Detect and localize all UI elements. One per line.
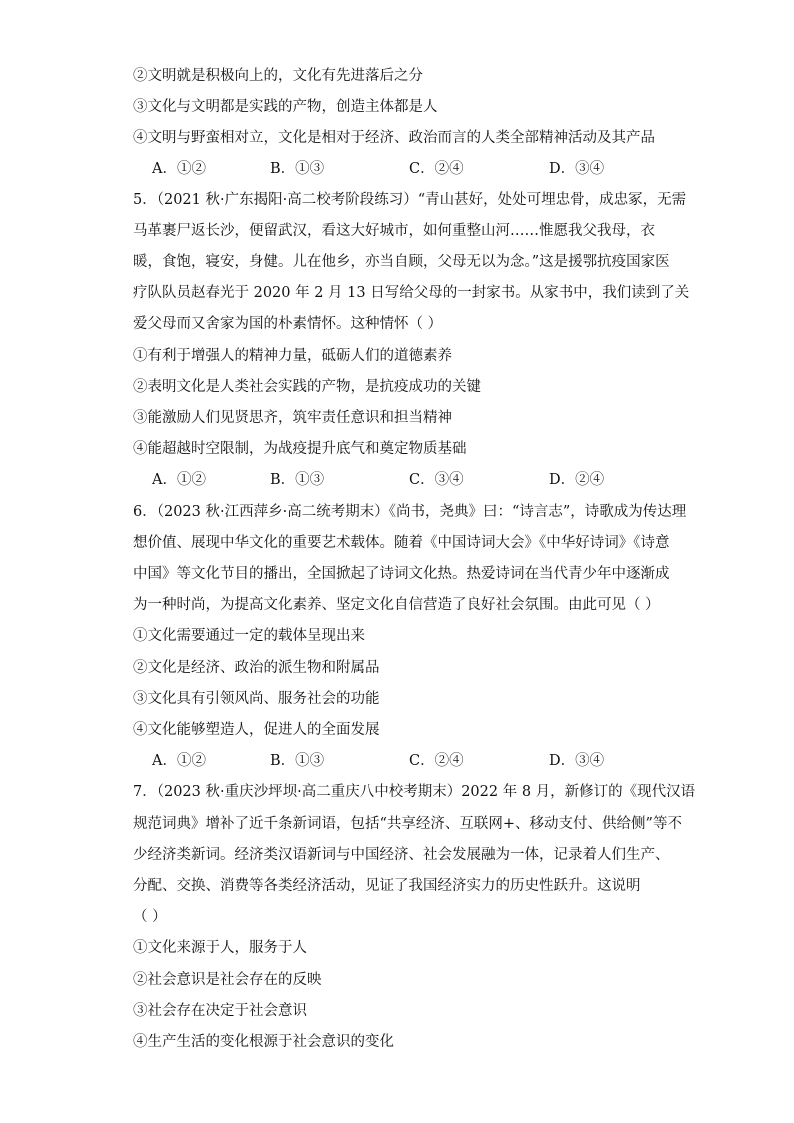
q4-item-2: ②文明就是积极向上的，文化有先进落后之分 xyxy=(133,68,423,84)
q4-item-4: ④文明与野蛮相对立，文化是相对于经济、政治而言的人类全部精神活动及其产品 xyxy=(133,130,655,146)
q7-stem-line-4: 分配、交换、消费等各类经济活动，见证了我国经济实力的历史性跃升。这说明 xyxy=(133,878,641,894)
q5-stem-line-5: 爱父母而又舍家为国的朴素情怀。这种情怀（ ） xyxy=(133,316,443,332)
q5-stem-line-3: 暖，食饱，寝安，身健。儿在他乡，亦当自顾，父母无以为念。”这是援鄂抗疫国家医 xyxy=(133,254,670,270)
q7-stem-line-3: 少经济类新词。经济类汉语新词与中国经济、社会发展融为一体，记录着人们生产、 xyxy=(133,847,670,863)
q6-stem-line-2: 想价值、展现中华文化的重要艺术载体。随着《中国诗词大会》《中华好诗词》《诗意 xyxy=(133,535,670,551)
q6-stem-line-3: 中国》等文化节目的播出，全国掀起了诗词文化热。热爱诗词在当代青少年中逐渐成 xyxy=(133,566,670,582)
q6-option-d[interactable]: D．③④ xyxy=(549,753,605,769)
q7-stem-line-2: 规范词典》增补了近千条新词语，包括“共享经济、互联网+、移动支付、供给侧”等不 xyxy=(133,816,682,832)
q5-option-a[interactable]: A．①② xyxy=(152,472,206,488)
q5-option-d[interactable]: D．②④ xyxy=(549,472,605,488)
q6-option-a[interactable]: A．①② xyxy=(152,753,206,769)
q4-option-c[interactable]: C．②④ xyxy=(409,161,464,177)
q6-options xyxy=(152,751,672,771)
q5-item-1: ①有利于增强人的精神力量，砥砺人们的道德素养 xyxy=(133,348,452,364)
q4-item-3: ③文化与文明都是实践的产物，创造主体都是人 xyxy=(133,99,438,115)
q7-item-4: ④生产生活的变化根源于社会意识的变化 xyxy=(133,1034,394,1050)
q4-option-b[interactable]: B．①③ xyxy=(270,161,325,177)
q5-item-3: ③能激励人们见贤思齐，筑牢责任意识和担当精神 xyxy=(133,410,452,426)
q7-item-3: ③社会存在决定于社会意识 xyxy=(133,1003,307,1019)
q5-stem-line-4: 疗队队员赵春光于 2020 年 2 月 13 日写给父母的一封家书。从家书中，我们读到了关 xyxy=(133,285,690,301)
q4-option-d[interactable]: D．③④ xyxy=(549,161,605,177)
q6-option-c[interactable]: C．②④ xyxy=(409,753,464,769)
q6-stem-line-4: 为一种时尚，为提高文化素养、坚定文化自信营造了良好社会氛围。由此可见（ ） xyxy=(133,597,660,613)
q6-item-3: ③文化具有引领风尚、服务社会的功能 xyxy=(133,691,380,707)
q4-options xyxy=(152,159,672,179)
q5-option-c[interactable]: C．③④ xyxy=(409,472,464,488)
q6-item-4: ④文化能够塑造人，促进人的全面发展 xyxy=(133,722,380,738)
q7-item-2: ②社会意识是社会存在的反映 xyxy=(133,972,322,988)
q7-item-1: ①文化来源于人，服务于人 xyxy=(133,940,307,956)
q5-stem-line-2: 马革裹尸返长沙，便留武汉，看这大好城市，如何重整山河……惟愿我父我母，衣 xyxy=(133,223,655,239)
q6-option-b[interactable]: B．①③ xyxy=(270,753,325,769)
q7-stem-line-1: 7．（2023 秋·重庆沙坪坝·高二重庆八中校考期末）2022 年 8 月，新修订的《现代汉语 xyxy=(133,784,696,800)
q5-option-b[interactable]: B．①③ xyxy=(270,472,325,488)
q5-item-4: ④能超越时空限制，为战疫提升底气和奠定物质基础 xyxy=(133,441,467,457)
q6-item-1: ①文化需要通过一定的载体呈现出来 xyxy=(133,628,365,644)
q7-stem-line-5: （ ） xyxy=(133,909,167,925)
q5-item-2: ②表明文化是人类社会实践的产物，是抗疫成功的关键 xyxy=(133,379,481,395)
q5-stem-line-1: 5．（2021 秋·广东揭阳·高二校考阶段练习）“青山甚好，处处可埋忠骨，成忠冢，无需 xyxy=(133,192,687,208)
q5-options xyxy=(152,470,672,490)
q6-stem-line-1: 6．（2023 秋·江西萍乡·高二统考期末）《尚书，尧典》曰：“诗言志”，诗歌成为传达理 xyxy=(133,504,687,520)
q6-item-2: ②文化是经济、政治的派生物和附属品 xyxy=(133,660,380,676)
q4-option-a[interactable]: A．①② xyxy=(152,161,206,177)
